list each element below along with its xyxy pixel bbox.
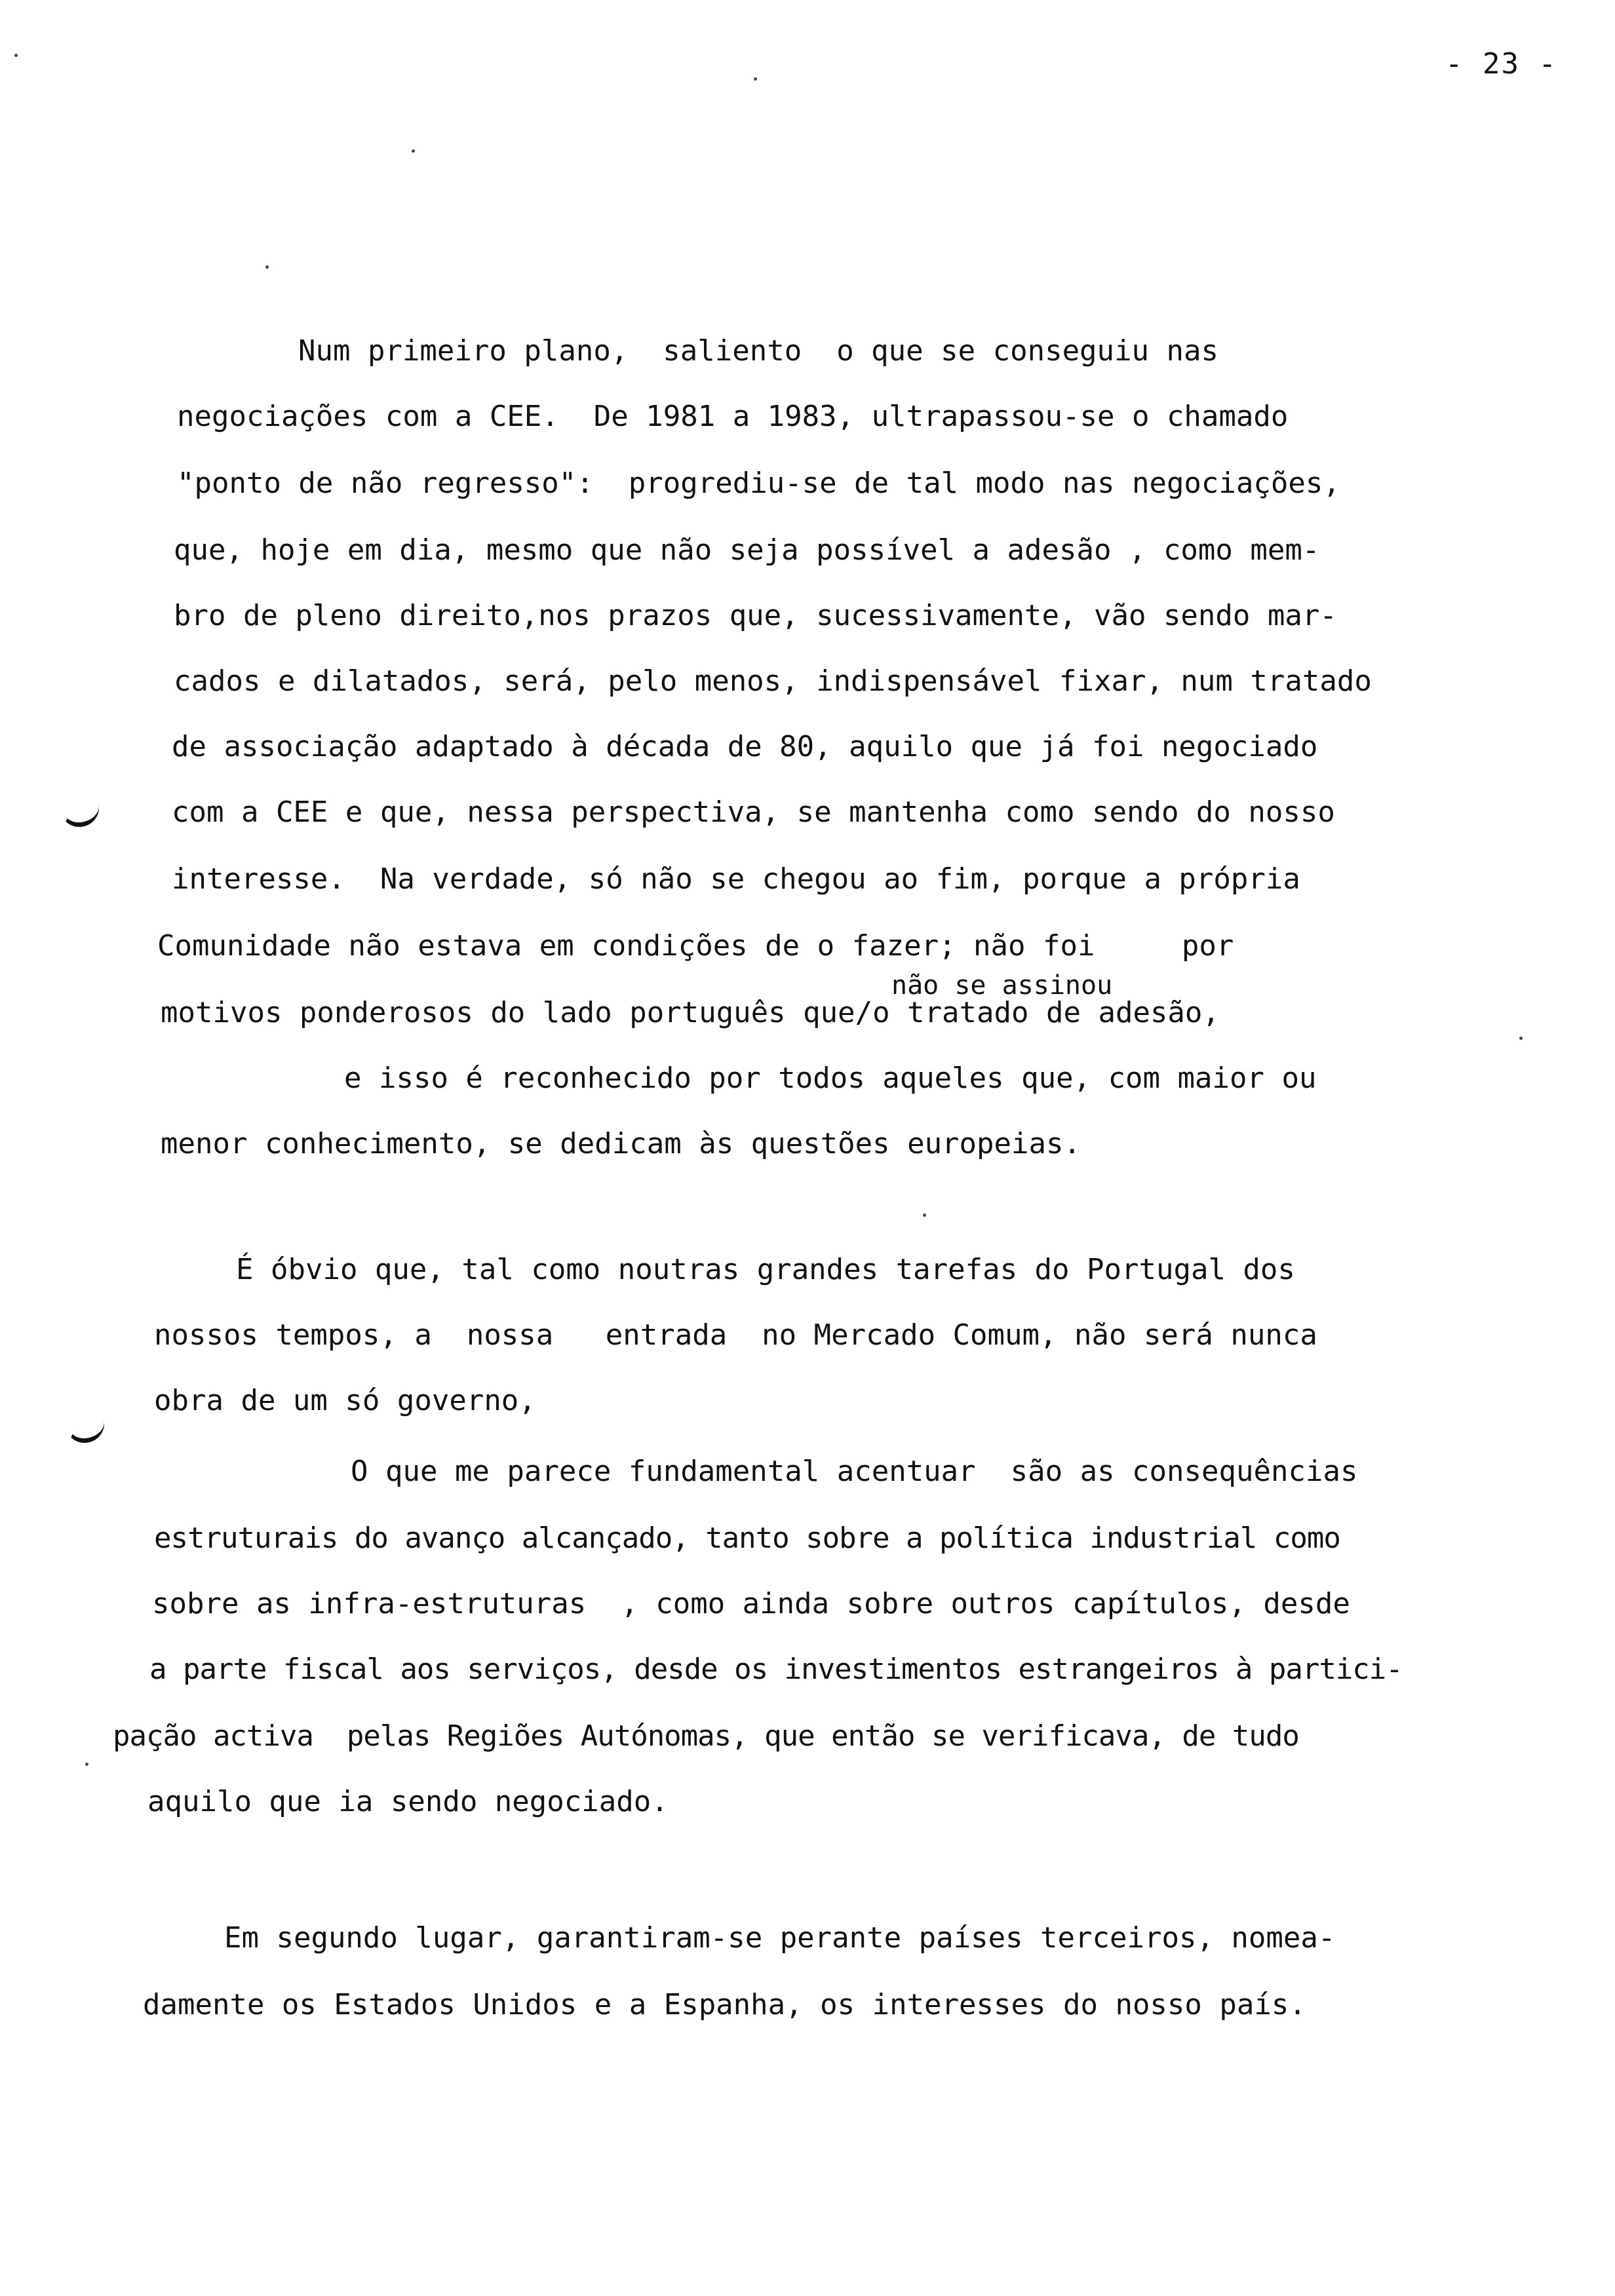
scan-speck (14, 54, 18, 57)
text-line: de associação adaptado à década de 80, aquilo que já foi negociado (172, 730, 1318, 763)
scan-speck (754, 77, 757, 81)
scan-speck (265, 265, 269, 269)
text-line: aquilo que ia sendo negociado. (147, 1785, 669, 1818)
text-line: a parte fiscal aos serviços, desde os investimentos estrangeiros à partici- (149, 1653, 1403, 1686)
text-line: "ponto de não regresso": progrediu-se de tal modo nas negociações, (177, 467, 1340, 500)
scan-speck (1519, 1037, 1523, 1040)
page-number: - 23 - (1445, 47, 1557, 81)
text-line: Comunidade não estava em condições de o fazer; não foi por (157, 929, 1234, 963)
text-line: bro de pleno direito,nos prazos que, sucessivamente, vão sendo mar- (174, 599, 1337, 632)
text-line: com a CEE e que, nessa perspectiva, se mantenha como sendo do nosso (172, 795, 1335, 829)
text-line: sobre as infra-estruturas , como ainda sobre outros capítulos, desde (152, 1587, 1350, 1620)
text-line: pação activa pelas Regiões Autónomas, que então se verificava, de tudo (113, 1719, 1299, 1753)
text-line: estruturais do avanço alcançado, tanto sobre a política industrial como (154, 1521, 1340, 1555)
text-line: negociações com a CEE. De 1981 a 1983, ultrapassou-se o chamado (177, 400, 1289, 433)
text-line: nossos tempos, a nossa entrada no Mercado Comum, não será nunca (154, 1318, 1317, 1352)
text-line: e isso é reconhecido por todos aqueles que, com maior ou (344, 1062, 1317, 1095)
scan-speck (923, 1214, 926, 1217)
text-line: O que me parece fundamental acentuar são as consequências (351, 1455, 1358, 1488)
handwritten-insertion: não se assinou (891, 970, 1113, 1001)
margin-mark (58, 794, 102, 830)
scan-speck (412, 149, 415, 153)
text-line: menor conhecimento, se dedicam às questões europeias. (161, 1127, 1081, 1160)
text-line: cados e dilatados, será, pelo menos, indispensável fixar, num tratado (174, 664, 1372, 698)
text-line: obra de um só governo, (154, 1384, 536, 1417)
margin-mark (64, 1409, 107, 1445)
text-line: interesse. Na verdade, só não se chegou ao fim, porque a própria (172, 862, 1300, 896)
text-line: damente os Estados Unidos e a Espanha, os interesses do nosso país. (143, 1988, 1306, 2021)
text-line: motivos ponderosos do lado português que/o tratado de adesão, (161, 996, 1220, 1029)
text-line: Num primeiro plano, saliento o que se conseguiu nas (298, 334, 1218, 368)
scan-speck (85, 1763, 88, 1766)
text-line: que, hoje em dia, mesmo que não seja possível a adesão , como mem- (174, 533, 1320, 567)
text-line: Em segundo lugar, garantiram-se perante países terceiros, nomea- (224, 1921, 1336, 1955)
text-line: É óbvio que, tal como noutras grandes tarefas do Portugal dos (236, 1253, 1295, 1286)
